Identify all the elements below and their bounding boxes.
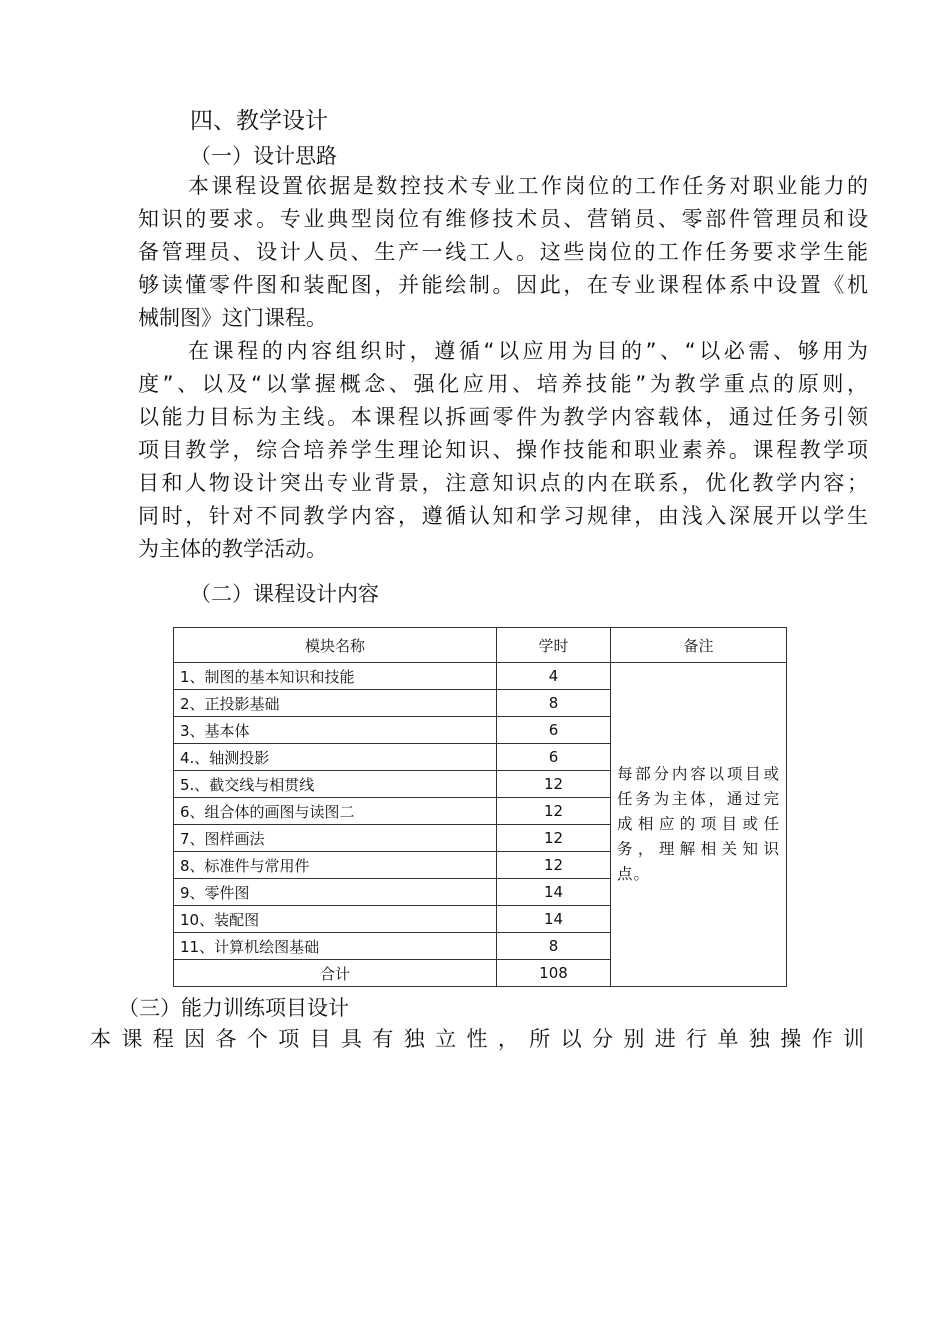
module-name: 9、零件图 [174,879,497,906]
header-module-name: 模块名称 [174,628,497,663]
module-hours: 12 [497,825,611,852]
total-hours: 108 [497,960,611,987]
module-hours: 8 [497,690,611,717]
module-hours: 6 [497,744,611,771]
module-name: 5.、截交线与相贯线 [174,771,497,798]
module-name: 8、标准件与常用件 [174,852,497,879]
paragraph-line: 备管理员、设计人员、生产一线工人。这些岗位的工作任务要求学生能 [138,240,868,264]
paragraph-line: 以能力目标为主线。本课程以拆画零件为教学内容载体，通过任务引领 [138,405,868,429]
module-hours: 12 [497,771,611,798]
module-name: 10、装配图 [174,906,497,933]
subsection-title-training-projects: （三）能力训练项目设计 [118,996,349,1020]
paragraph-line: 械制图》这门课程。 [138,306,327,330]
paragraph-line: 够读懂零件图和装配图，并能绘制。因此，在专业课程体系中设置《机 [138,273,868,297]
module-hours: 12 [497,798,611,825]
total-label: 合计 [174,960,497,987]
paragraph-line: 项目教学，综合培养学生理论知识、操作技能和职业素养。课程教学项 [138,438,868,462]
module-name: 1、制图的基本知识和技能 [174,663,497,690]
header-hours: 学时 [497,628,611,663]
subsection-title-course-content: （二）课程设计内容 [190,582,379,606]
course-module-table [173,627,787,987]
table-row [174,663,787,690]
table-header-row [174,628,787,663]
header-note: 备注 [611,628,787,663]
subsection-title-design-idea: （一）设计思路 [190,144,337,168]
module-hours: 12 [497,852,611,879]
module-hours: 8 [497,933,611,960]
module-name: 6、组合体的画图与读图二 [174,798,497,825]
module-hours: 14 [497,906,611,933]
module-name: 11、计算机绘图基础 [174,933,497,960]
module-hours: 14 [497,879,611,906]
training-projects-text: 本课程因各个项目具有独立性，所以分别进行单独操作训 [90,1027,870,1051]
paragraph-design-basis [138,170,868,335]
paragraph-line: 在课程的内容组织时，遵循“以应用为目的”、“以必需、够用为 [188,339,868,363]
section-title: 四、教学设计 [190,108,328,134]
paragraph-line: 同时，针对不同教学内容，遵循认知和学习规律，由浅入深展开以学生 [138,504,868,528]
paragraph-line: 知识的要求。专业典型岗位有维修技术员、营销员、零部件管理员和设 [138,207,868,231]
paragraph-line: 目和人物设计突出专业背景，注意知识点的内在联系，优化教学内容； [138,471,868,495]
paragraph-content-organization [138,335,868,566]
paragraph-line: 度”、以及“以掌握概念、强化应用、培养技能”为教学重点的原则， [138,372,868,396]
paragraph-line: 本课程设置依据是数控技术专业工作岗位的工作任务对职业能力的 [188,174,868,198]
module-name: 4.、轴测投影 [174,744,497,771]
module-hours: 6 [497,717,611,744]
module-name: 7、图样画法 [174,825,497,852]
paragraph-line: 为主体的教学活动。 [138,537,327,561]
module-hours: 4 [497,663,611,690]
module-name: 2、正投影基础 [174,690,497,717]
note-cell: 每部分内容以项目或任务为主体，通过完成相应的项目或任务，理解相关知识点。 [611,663,787,987]
module-name: 3、基本体 [174,717,497,744]
